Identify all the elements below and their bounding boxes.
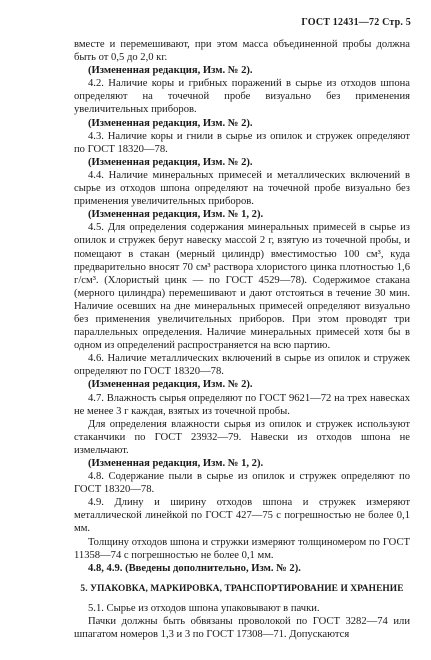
paragraph: 5.1. Сырье из отходов шпона упаковывают в пачки. (88, 602, 320, 614)
amendment-note: (Измененная редакция, Изм. № 2). (88, 65, 253, 77)
amendment-note: (Измененная редакция, Изм. № 2). (88, 379, 253, 391)
paragraph: 4.6. Наличие металлических включений в сырье из опилок и стружек определяют по ГОСТ 18320—78. (74, 353, 410, 378)
amendment-note: (Измененная редакция, Изм. № 2). (88, 117, 253, 129)
paragraph: 4.8. Содержание пыли в сырье из опилок и стружек определяют по ГОСТ 18320—78. (74, 471, 410, 496)
amendment-note: (Измененная редакция, Изм. № 1, 2). (88, 209, 264, 221)
paragraph: вместе и перемешивают, при этом масса объединенной пробы должна быть от 0,5 до 2,0 кг. (74, 39, 410, 64)
paragraph: 4.4. Наличие минеральных примесей и металлических включений в сырье из отходов шпона определяют на точечной пробе визуально без применения увеличительных приборов. (74, 169, 410, 208)
paragraph: 4.9. Длину и ширину отходов шпона и стружек измеряют металлической линейкой по ГОСТ 427—75 с погрешностью не более 0,1 мм. (74, 497, 410, 535)
paragraph: Толщину отходов шпона и стружки измеряют толщиномером по ГОСТ 11358—74 с погрешностью не более 0,1 мм. (74, 536, 410, 561)
page-header: ГОСТ 12431—72 Стр. 5 (301, 17, 411, 28)
amendment-note: (Измененная редакция, Изм. № 2). (88, 156, 253, 168)
paragraph: Пачки должны быть обвязаны проволокой по ГОСТ 3282—74 или шпагатом номеров 1,3 и 3 по ГОСТ 17308—71. Допускаются (74, 616, 410, 641)
section-heading: 5. УПАКОВКА, МАРКИРОВКА, ТРАНСПОРТИРОВАНИЕ И ХРАНЕНИЕ (80, 583, 404, 594)
paragraph: Для определения влажности сырья из опилок и стружек используют стаканчики по ГОСТ 23932—79. Навески из отходов шпона не измельчают. (74, 418, 410, 456)
amendment-note: (Измененная редакция, Изм. № 1, 2). (88, 458, 264, 469)
document-body (74, 38, 410, 641)
paragraph: 4.7. Влажность сырья определяют по ГОСТ 9621—72 на трех навесках не менее 3 г каждая, взятых из точечной пробы. (74, 392, 410, 417)
amendment-note: 4.8, 4.9. (Введены дополнительно, Изм. № 2). (88, 562, 301, 574)
paragraph: 4.5. Для определения содержания минеральных примесей в сырье из опилок и стружек берут навеску массой 2 г, взятую из точечной пробы, и помещают в стакан (мерный цилиндр) вместимостью 100 см³, куда предварительно вносят 70 см³ раствора хлористого цинка плотностью 1,6 г/см³. (Хлористый цинк — по ГОСТ 4529—78). Содержимое стакана (мерного цилиндра) перемешивают и дают отстояться в течение 30 мин. Наличие осевших на дне минеральных примесей определяют визуально без применения увеличительных приборов. При этом проводят три параллельных определения. Наличие минеральных примесей хотя бы в одном из определений распространяется на всю партию. (74, 222, 410, 352)
paragraph: 4.3. Наличие коры и гнили в сырье из опилок и стружек определяют по ГОСТ 18320—78. (74, 130, 410, 155)
paragraph: 4.2. Наличие коры и грибных поражений в сырье из отходов шпона определяют на точечной пробе визуально без применения увеличительных приборов. (74, 78, 410, 116)
